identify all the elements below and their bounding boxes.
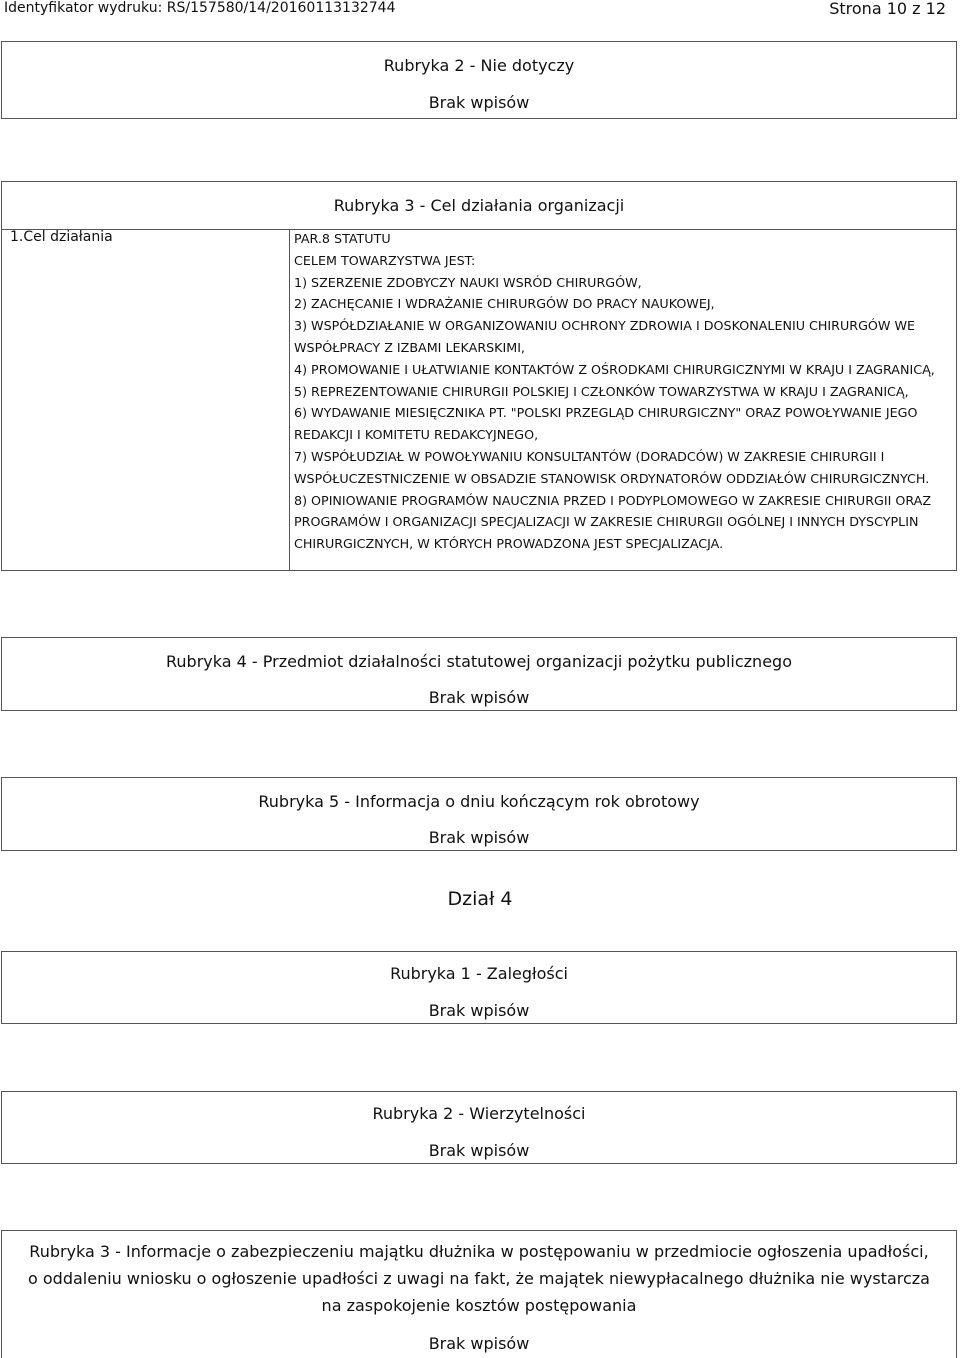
section-title: Rubryka 3 - Cel działania organizacji	[333, 196, 625, 215]
section-d4-rubryka-1	[1, 951, 957, 1024]
page-number: Strona 10 z 12	[829, 0, 946, 18]
dzial-4-heading: Dział 4	[447, 888, 513, 910]
empty-entries-text: Brak wpisów	[428, 93, 530, 112]
cel-dzialania-text: PAR.8 STATUTU CELEM TOWARZYSTWA JEST: 1) SZERZENIE ZDOBYCZY NAUKI WSRÓD CHIRURGÓW, 2) ZACHĘCANIE I WDRAŻANIE CHIRURGÓW DO PRACY NAUKOWEJ, 3) WSPÓŁDZIAŁANIE W ORGANIZOWANIU OCHRONY ZDROWIA I DOSKONALENIU CHIRURGÓW WE WSPÓŁPRACY Z IZBAMI LEKARSKIMI, 4) PROMOWANIE I UŁATWIANIE KONTAKTÓW Z OŚRODKAMI CHIRURGICZNYMI W KRAJU I ZAGRANICĄ, 5) REPREZENTOWANIE CHIRURGII POLSKIEJ I CZŁONKÓW TOWARZYSTWA W KRAJU I ZAGRANICĄ, 6) WYDAWANIE MIESIĘCZNIKA PT. "POLSKI PRZEGLĄD CHIRURGICZNY" ORAZ POWOŁYWANIE JEGO REDAKCJI I KOMITETU REDAKCYJNEGO, 7) WSPÓŁUDZIAŁ W POWOŁYWANIU KONSULTANTÓW (DORADCÓW) W ZAKRESIE CHIRURGII I WSPÓŁUCZESTNICZENIE W OBSADZIE STANOWISK ORDYNATORÓW ODDZIAŁÓW CHIRURGICZNYCH. 8) OPINIOWANIE PROGRAMÓW NAUCZNIA PRZED I PODYPLOMOWEGO W ZAKRESIE CHIRURGII ORAZ PROGRAMÓW I ORGANIZACJI SPECJALIZACJI W ZAKRESIE CHIRURGII OGÓLNEJ I INNYCH DYSCYPLIN CHIRURGICZNYCH, W KTÓRYCH PROWADZONA JEST SPECJALIZACJA.	[294, 231, 935, 552]
section-title: Rubryka 2 - Wierzytelności	[372, 1104, 586, 1123]
section-title: Rubryka 5 - Informacja o dniu kończącym rok obrotowy	[258, 792, 700, 811]
print-identifier: Identyfikator wydruku: RS/157580/14/20160113132744	[4, 0, 396, 16]
section-d4-rubryka-2	[1, 1091, 957, 1164]
table-divider	[289, 229, 290, 570]
section-rubryka-3-cel	[1, 181, 957, 230]
section-title: Rubryka 3 - Informacje o zabezpieczeniu majątku dłużnika w postępowaniu w przedmiocie ogłoszenia upadłości, o oddaleniu wniosku o ogłoszenie upadłości z uwagi na fakt, że majątek niewypłacalnego dłużnika nie wystarcza na zaspokojenie kosztów postępowania	[28, 1242, 930, 1315]
empty-entries-text: Brak wpisów	[428, 828, 530, 847]
cel-dzialania-label: 1.Cel działania	[10, 229, 113, 245]
section-rubryka-5	[1, 777, 957, 851]
section-title: Rubryka 1 - Zaległości	[390, 964, 568, 983]
section-title: Rubryka 4 - Przedmiot działalności statutowej organizacji pożytku publicznego	[166, 652, 792, 671]
empty-entries-text: Brak wpisów	[428, 1001, 530, 1020]
empty-entries-text: Brak wpisów	[428, 688, 530, 707]
cel-dzialania-table	[1, 229, 957, 571]
section-rubryka-4	[1, 637, 957, 711]
section-rubryka-2-nie-dotyczy	[1, 41, 957, 119]
empty-entries-text: Brak wpisów	[428, 1141, 530, 1160]
section-d4-rubryka-3	[1, 1230, 957, 1358]
section-title: Rubryka 2 - Nie dotyczy	[383, 56, 575, 75]
empty-entries-text: Brak wpisów	[428, 1334, 530, 1353]
